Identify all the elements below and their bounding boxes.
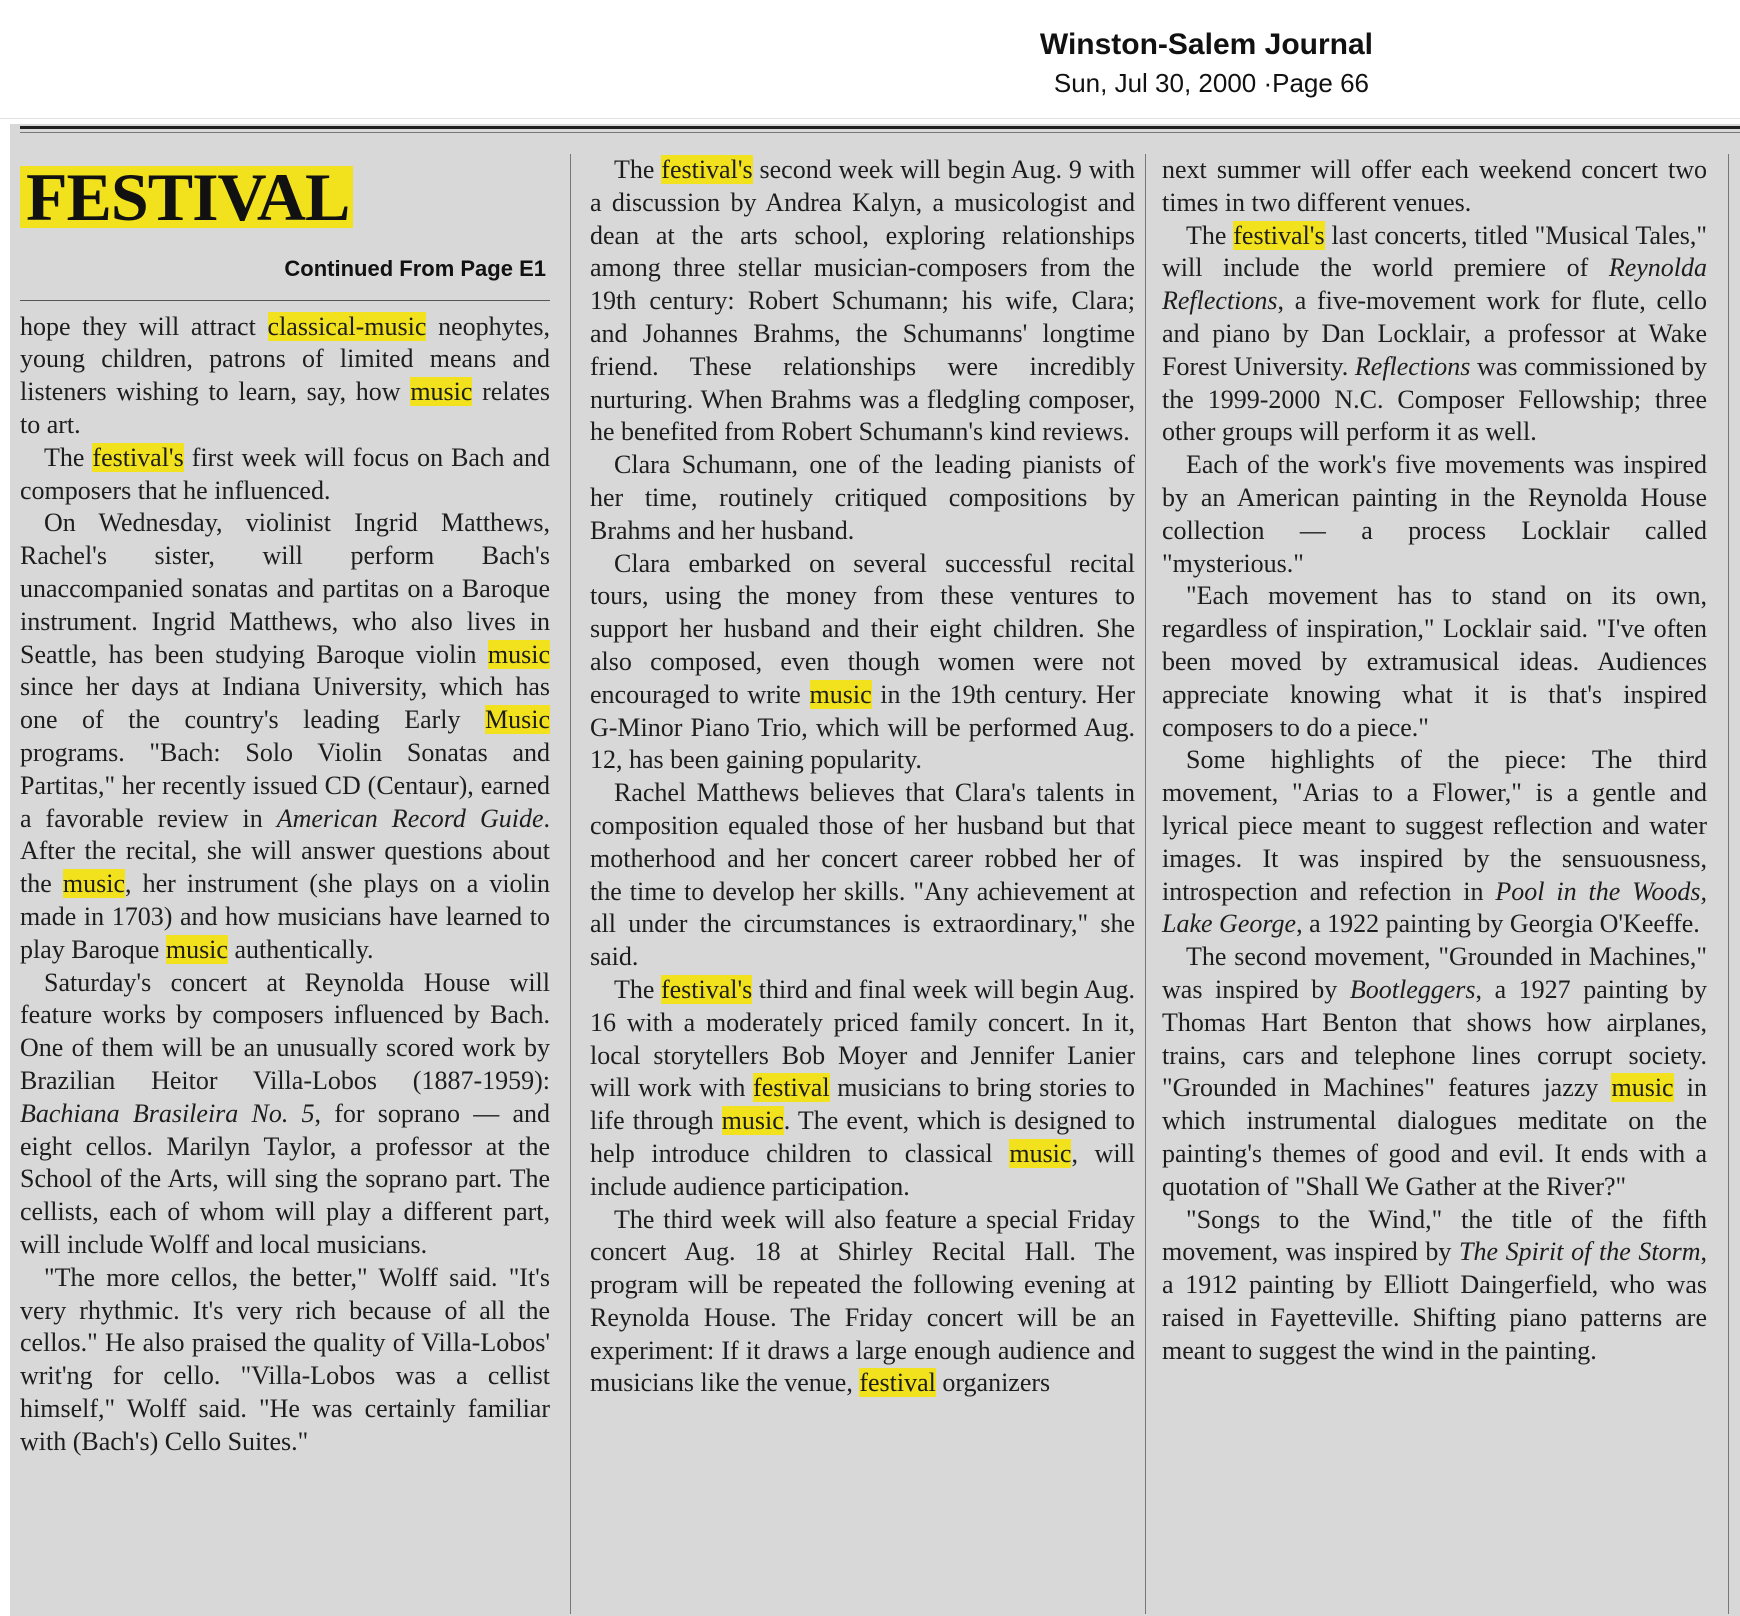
paragraph: On Wednesday, violinist Ingrid Matthews, Rachel's sister, will perform Bach's unaccompanied sonatas and partitas on a Baroque instrument. Ingrid Matthews, who also lives in Seattle, has been studying Baroque violin music since her days at Indiana University, which has one of the country's leading Early Music programs. "Bach: Solo Violin Sonatas and Partitas," her recently issued CD (Centaur), earned a favorable review in American Record Guide. After the recital, she will answer questions about the music, her instrument (she plays on a violin made in 1703) and how musicians have learned to play Baroque music authentically. — [20, 508, 550, 964]
paragraph: "Each movement has to stand on its own, regardless of inspiration," Locklair said. "I've often been moved by extramusical ideas. Audiences appreciate knowing what it is that's inspired composers to do a piece." — [1162, 581, 1707, 742]
article-headline: FESTIVAL — [20, 166, 353, 228]
column-divider — [1728, 154, 1729, 1614]
paragraph: "Songs to the Wind," the title of the fifth movement, was inspired by The Spirit of the Storm, a 1912 painting by Elliott Daingerfield, who was raised in Fayetteville. Shifting piano patterns are meant to suggest the wind in the painting. — [1162, 1204, 1707, 1365]
article-column-1 — [20, 124, 550, 1458]
paragraph: The second movement, "Grounded in Machines," was inspired by Bootleggers, a 1927 painting by Thomas Hart Benton that shows how airplanes, trains, cars and telephone lines corrupt society. "Grounded in Machines" features jazzy music in which instrumental dialogues meditate on the painting's themes of good and evil. It ends with a quotation of "Shall We Gather at the River?" — [1162, 942, 1707, 1201]
article-column-3 — [1162, 154, 1707, 1367]
paragraph: Each of the work's five movements was inspired by an American painting in the Reynolda House collection — a process Locklair called "mysterious." — [1162, 450, 1707, 578]
paragraph: Saturday's concert at Reynolda House will feature works by composers influenced by Bach. One of them will be an unusually scored work by Brazilian Heitor Villa-Lobos (1887-1959): Bachiana Brasileira No. 5, for soprano — and eight cellos. Marilyn Taylor, a professor at the School of the Arts, will sing the soprano part. The cellists, each of whom will play a different part, will include Wolff and local musicians. — [20, 967, 550, 1259]
paragraph: Clara embarked on several successful recital tours, using the money from these ventures to support her husband and their eight children. She also composed, even though women were not encouraged to write music in the 19th century. Her G-Minor Piano Trio, which will be performed Aug. 12, has been gaining popularity. — [590, 548, 1135, 775]
column-divider — [570, 154, 571, 1614]
newspaper-clipping — [10, 124, 1740, 1616]
headline-divider — [20, 300, 550, 301]
paragraph: Some highlights of the piece: The third movement, "Arias to a Flower," is a gentle and lyrical piece meant to suggest reflection and water images. It was inspired by the sensuousness, introspection and refection in Pool in the Woods, Lake George, a 1922 painting by Georgia O'Keeffe. — [1162, 745, 1707, 939]
publication-date: Sun, Jul 30, 2000 ·Page 66 — [1053, 68, 1369, 98]
paragraph: The festival's third and final week will begin Aug. 16 with a moderately priced family concert. In it, local storytellers Bob Moyer and Jennifer Lanier will work with festival musicians to bring stories to life through music. The event, which is designed to help introduce children to classical music, will include audience participation. — [590, 974, 1136, 1201]
paragraph: The festival's first week will focus on Bach and composers that he influenced. — [20, 442, 551, 505]
continued-label: Continued From Page E1 — [284, 255, 546, 281]
paragraph: The third week will also feature a special Friday concert Aug. 18 at Shirley Recital Hall. The program will be repeated the following evening at Reynolda House. The Friday concert will be an experiment: If it draws a large enough audience and musicians like the venue, festival organizers — [590, 1204, 1135, 1398]
column-divider — [1145, 154, 1146, 1614]
paragraph: next summer will offer each weekend concert two times in two different venues. — [1162, 155, 1707, 217]
clipping-header — [0, 0, 1740, 119]
paragraph: hope they will attract classical-music neophytes, young children, patrons of limited means and listeners wishing to learn, say, how music relates to art. — [20, 311, 551, 439]
paragraph: Clara Schumann, one of the leading pianists of her time, routinely critiqued compositions by Brahms and her husband. — [590, 450, 1135, 545]
newspaper-name: Winston-Salem Journal — [1039, 28, 1373, 61]
article-column-2 — [590, 154, 1135, 1400]
paragraph: The festival's second week will begin Aug. 9 with a discussion by Andrea Kalyn, a musicologist and dean at the arts school, exploring relationships among three stellar musician-composers from the 19th century: Robert Schumann; his wife, Clara; and Johannes Brahms, the Schumanns' longtime friend. These relationships were incredibly nurturing. When Brahms was a fledgling composer, he benefited from Robert Schumann's kind reviews. — [590, 155, 1136, 447]
paragraph: "The more cellos, the better," Wolff said. "It's very rhythmic. It's very rich because of all the cellos." He also praised the quality of Villa-Lobos' writ'ng for cello. "Villa-Lobos was a cellist himself," Wolff said. "He was certainly familiar with (Bach's) Cello Suites." — [20, 1262, 550, 1456]
paragraph: Rachel Matthews believes that Clara's talents in composition equaled those of her husband but that motherhood and her concert career robbed her of the time to develop her skills. "Any achievement at all under the circumstances is extraordinary," she said. — [590, 778, 1135, 972]
paragraph: The festival's last concerts, titled "Musical Tales," will include the world premiere of Reynolda Reflections, a five-movement work for flute, cello and piano by Dan Locklair, a professor at Wake Forest University. Reflections was commissioned by the 1999-2000 N.C. Composer Fellowship; three other groups will perform it as well. — [1162, 220, 1708, 447]
